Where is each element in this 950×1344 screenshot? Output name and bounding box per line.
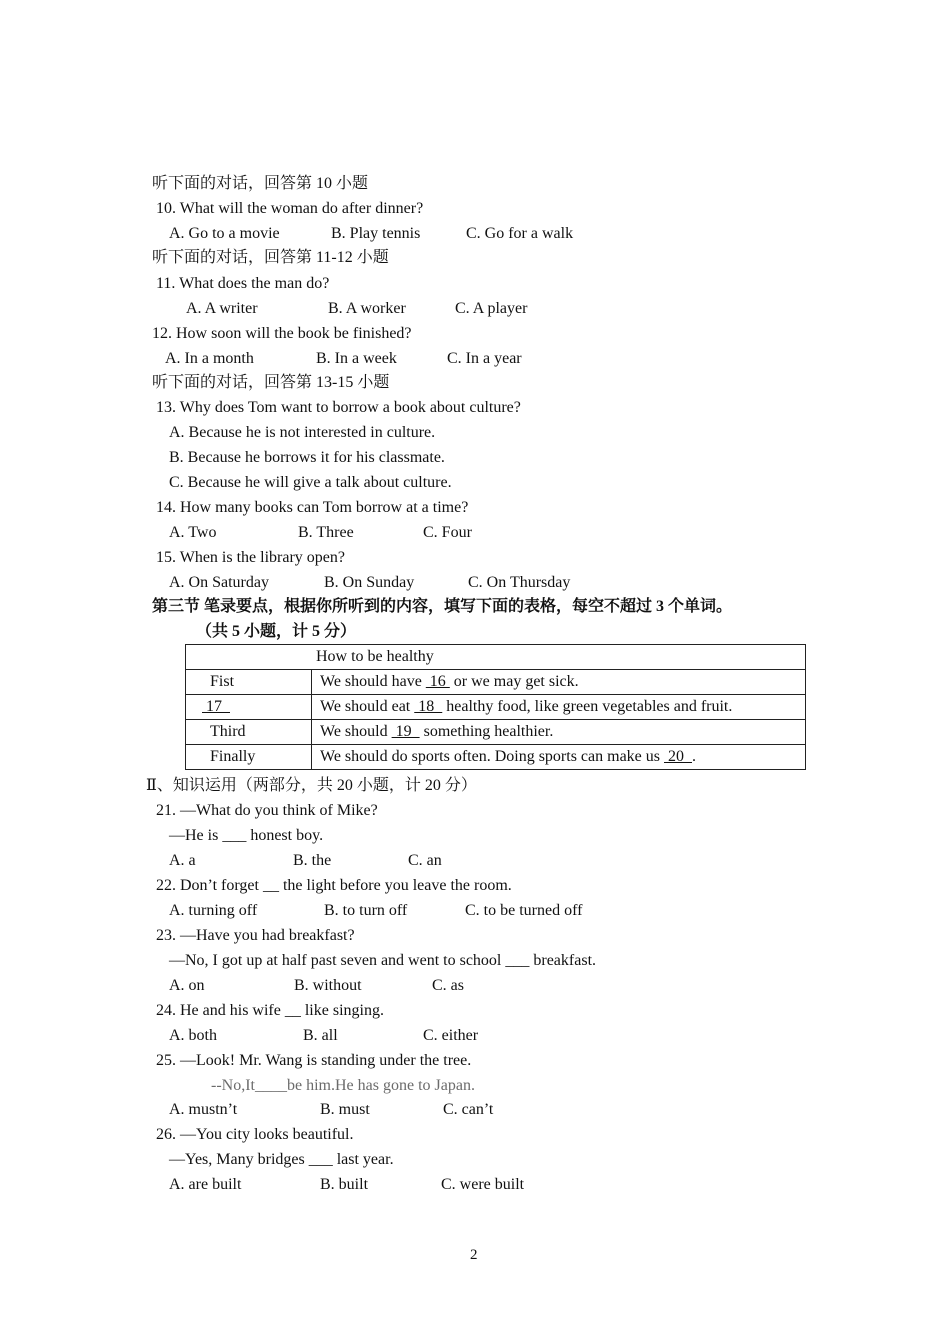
q23-option-a: A. on	[169, 977, 205, 994]
question-11: 11. What does the man do?	[156, 275, 330, 292]
instruction-q11-12: 听下面的对话，回答第 11-12 小题	[152, 249, 389, 266]
question-14: 14. How many books can Tom borrow at a time?	[156, 499, 469, 516]
question-25: 25. —Look! Mr. Wang is standing under the tree.	[156, 1052, 472, 1069]
q14-option-c: C. Four	[423, 524, 472, 541]
table-row	[186, 695, 806, 720]
row-label: Finally	[186, 745, 312, 770]
q25-line2: --No,It____be him.He has gone to Japan.	[211, 1077, 475, 1094]
question-10: 10. What will the woman do after dinner?	[156, 200, 424, 217]
q12-option-c: C. In a year	[447, 350, 522, 367]
row-label	[186, 695, 312, 720]
question-24: 24. He and his wife __ like singing.	[156, 1002, 384, 1019]
table-row	[186, 670, 806, 695]
row-label: Fist	[186, 670, 312, 695]
part2-heading: Ⅱ、知识运用（两部分，共 20 小题，计 20 分）	[146, 777, 477, 794]
section3-subheading: （共 5 小题，计 5 分）	[196, 623, 357, 640]
question-12: 12. How soon will the book be finished?	[152, 325, 412, 342]
q25-option-b: B. must	[320, 1101, 370, 1118]
q23-option-c: C. as	[432, 977, 464, 994]
question-26: 26. —You city looks beautiful.	[156, 1126, 354, 1143]
blank-17[interactable]: 17	[202, 698, 230, 715]
q15-option-b: B. On Sunday	[324, 574, 415, 591]
q12-option-a: A. In a month	[165, 350, 254, 367]
instruction-q13-15: 听下面的对话，回答第 13-15 小题	[152, 374, 390, 391]
instruction-q10: 听下面的对话，回答第 10 小题	[152, 175, 369, 192]
q11-option-a: A. A writer	[186, 300, 258, 317]
q12-option-b: B. In a week	[316, 350, 397, 367]
q24-option-b: B. all	[303, 1027, 338, 1044]
q23-option-b: B. without	[294, 977, 362, 994]
q14-option-b: B. Three	[298, 524, 354, 541]
q21-line2: —He is ___ honest boy.	[169, 827, 324, 844]
q23-line2: —No, I got up at half past seven and went to school ___ breakfast.	[169, 952, 597, 969]
q15-option-a: A. On Saturday	[169, 574, 269, 591]
q10-option-a: A. Go to a movie	[169, 225, 280, 242]
q26-option-c: C. were built	[441, 1176, 525, 1193]
table-row	[186, 720, 806, 745]
question-15: 15. When is the library open?	[156, 549, 345, 566]
row-content: We should 19 something healthier.	[312, 720, 806, 745]
q13-option-a: A. Because he is not interested in culture.	[169, 424, 436, 441]
q15-option-c: C. On Thursday	[468, 574, 571, 591]
q14-option-a: A. Two	[169, 524, 217, 541]
section3-heading: 第三节 笔录要点，根据你所听到的内容，填写下面的表格，每空不超过 3 个单词。	[152, 598, 733, 615]
q21-option-b: B. the	[293, 852, 332, 869]
table-title: How to be healthy	[186, 645, 806, 670]
blank-20[interactable]: 20	[664, 748, 692, 765]
q11-option-b: B. A worker	[328, 300, 406, 317]
page-number: 2	[470, 1247, 478, 1263]
question-21: 21. —What do you think of Mike?	[156, 802, 378, 819]
q26-option-b: B. built	[320, 1176, 369, 1193]
blank-19[interactable]: 19	[391, 723, 420, 740]
q10-option-b: B. Play tennis	[331, 225, 421, 242]
q26-line2: —Yes, Many bridges ___ last year.	[169, 1151, 394, 1168]
row-label: Third	[186, 720, 312, 745]
row-content: We should do sports often. Doing sports can make us 20 .	[312, 745, 806, 770]
q24-option-c: C. either	[423, 1027, 479, 1044]
blank-16[interactable]: 16	[425, 673, 450, 690]
q21-option-c: C. an	[408, 852, 442, 869]
healthy-table	[185, 644, 806, 770]
row-content: We should eat 18 healthy food, like green vegetables and fruit.	[312, 695, 806, 720]
q13-option-c: C. Because he will give a talk about culture.	[169, 474, 452, 491]
question-22: 22. Don’t forget __ the light before you leave the room.	[156, 877, 512, 894]
q13-option-b: B. Because he borrows it for his classmate.	[169, 449, 445, 466]
table-row	[186, 745, 806, 770]
q10-option-c: C. Go for a walk	[466, 225, 574, 242]
q11-option-c: C. A player	[455, 300, 528, 317]
q21-option-a: A. a	[169, 852, 196, 869]
q26-option-a: A. are built	[169, 1176, 242, 1193]
q22-option-a: A. turning off	[169, 902, 258, 919]
q22-option-b: B. to turn off	[324, 902, 408, 919]
blank-18[interactable]: 18	[414, 698, 443, 715]
row-content: We should have 16 or we may get sick.	[312, 670, 806, 695]
q25-option-c: C. can’t	[443, 1101, 494, 1118]
question-13: 13. Why does Tom want to borrow a book about culture?	[156, 399, 521, 416]
q25-option-a: A. mustn’t	[169, 1101, 238, 1118]
table-title-row	[186, 645, 806, 670]
q24-option-a: A. both	[169, 1027, 217, 1044]
question-23: 23. —Have you had breakfast?	[156, 927, 355, 944]
q22-option-c: C. to be turned off	[465, 902, 583, 919]
